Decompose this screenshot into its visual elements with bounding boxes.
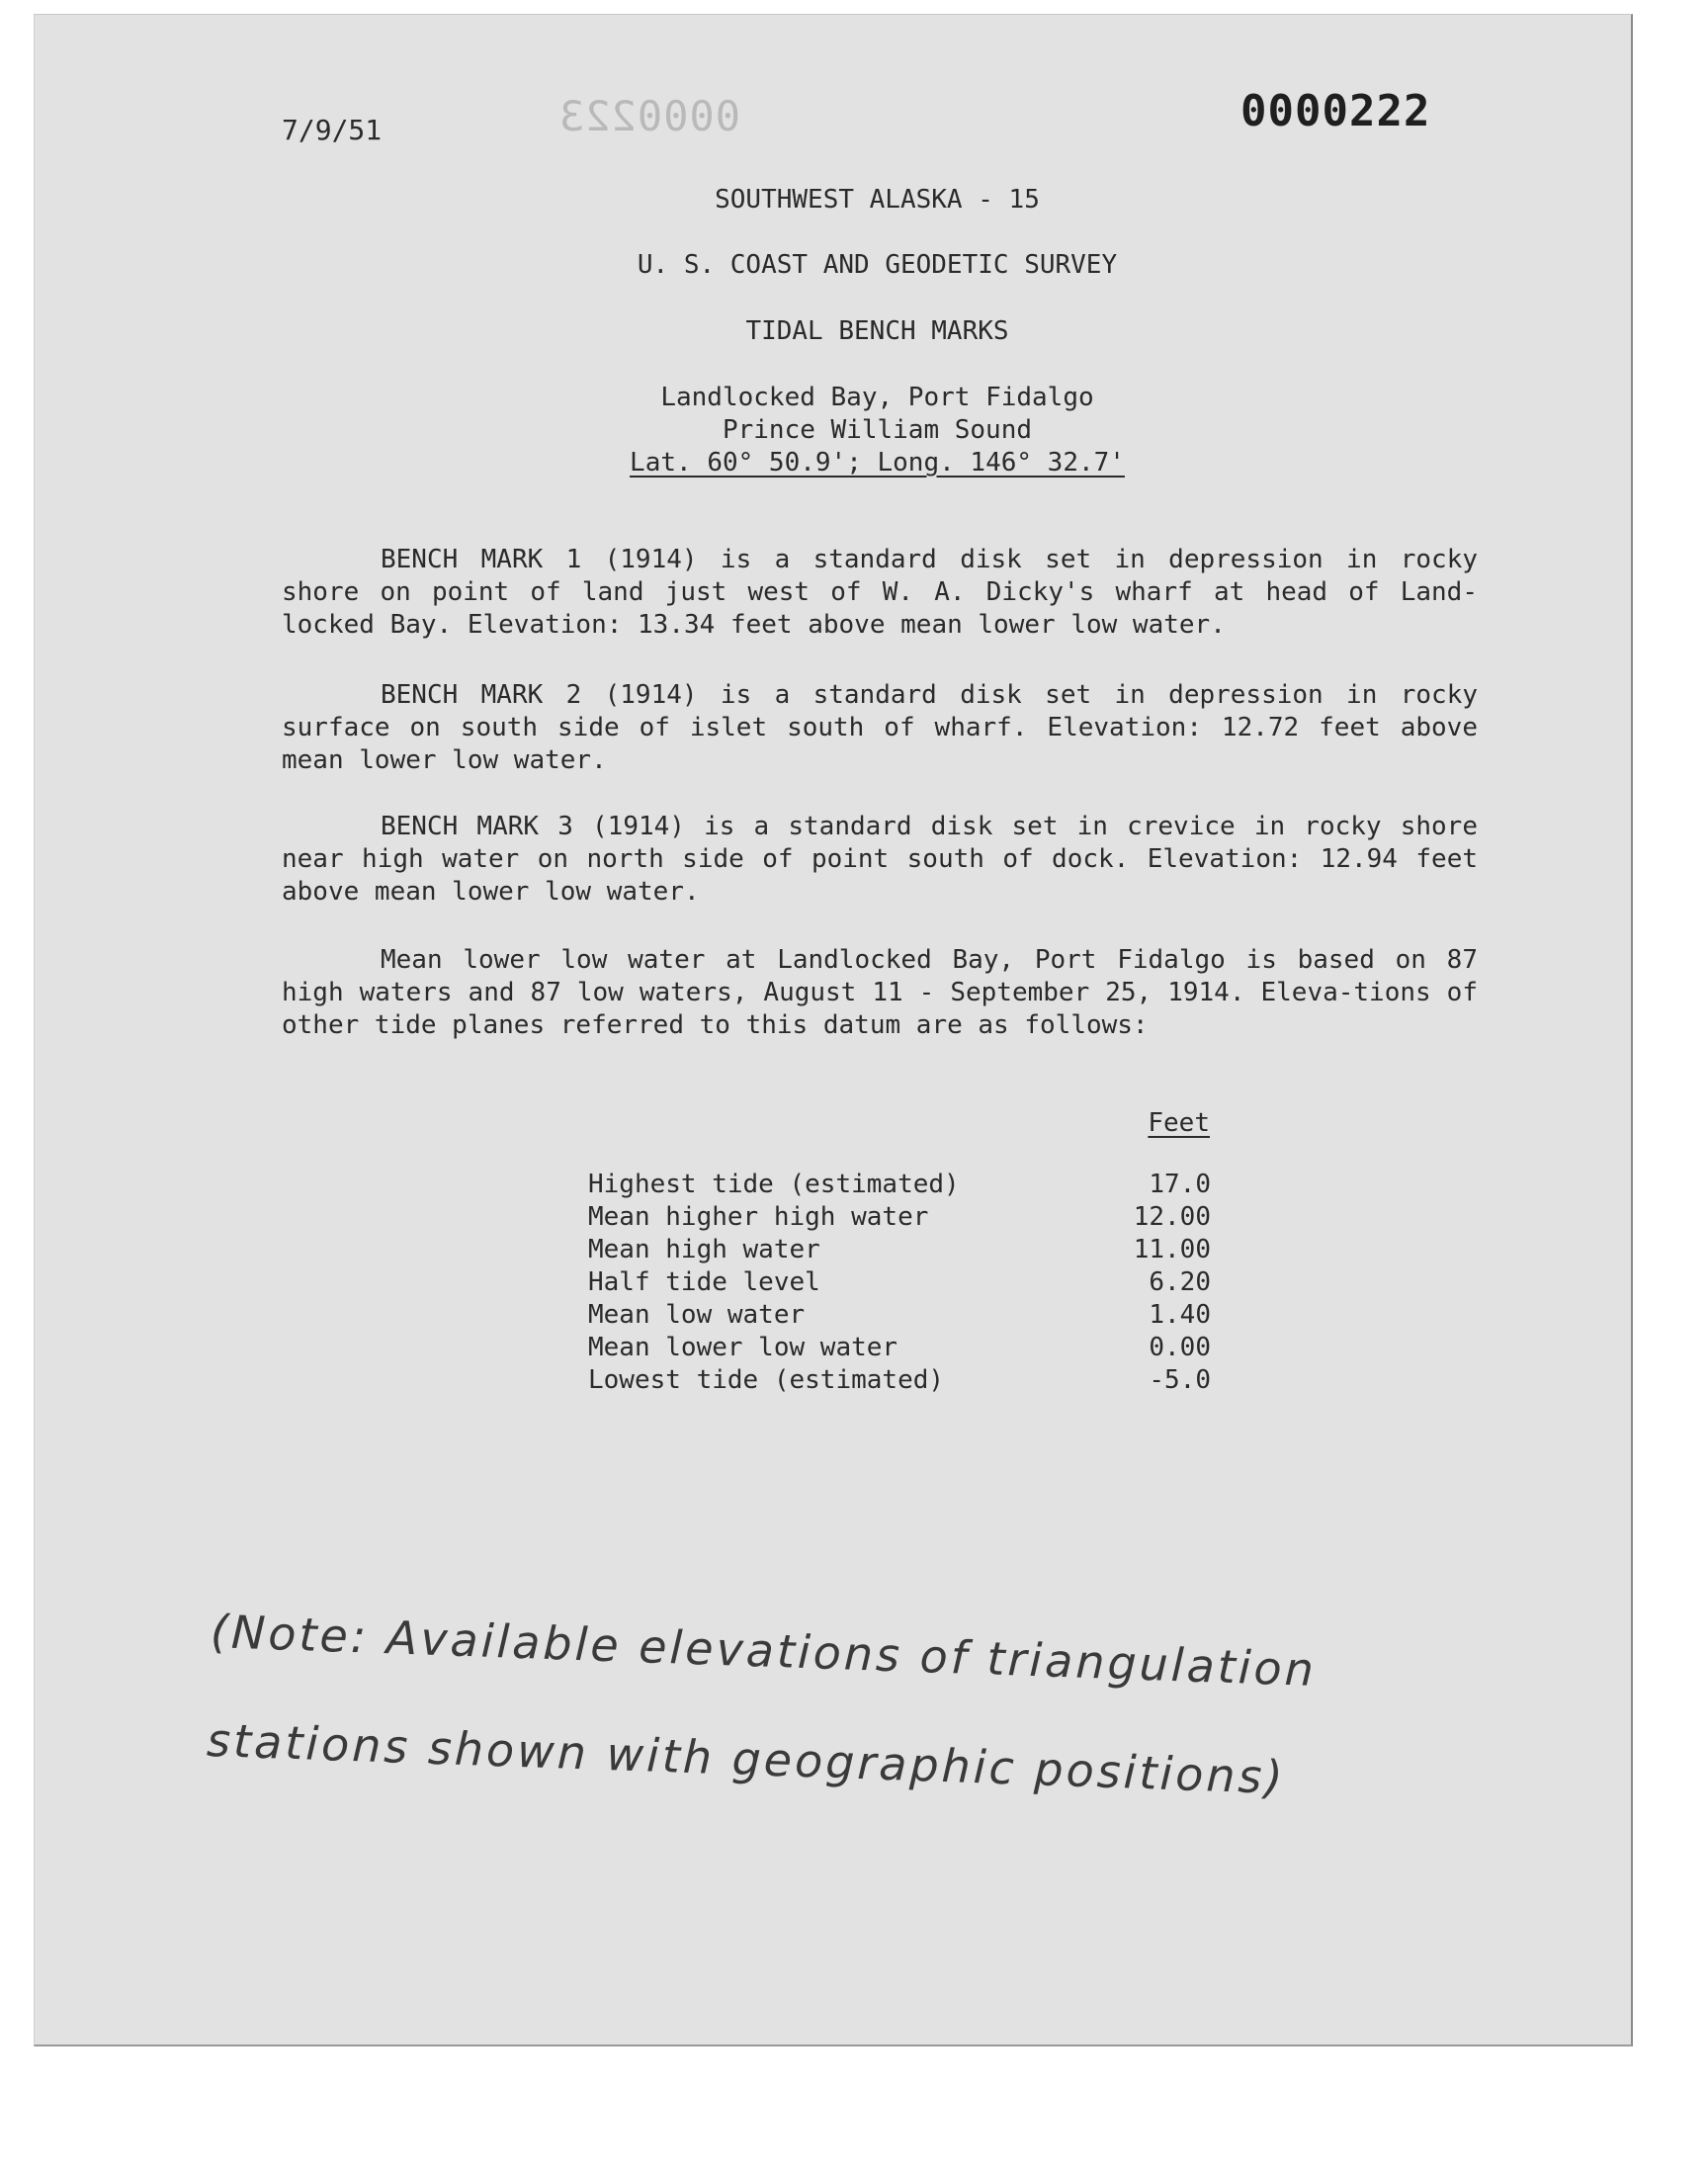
row-label: Mean higher high water	[588, 1202, 929, 1232]
row-value: 1.40	[1149, 1300, 1211, 1330]
paragraph-text: BENCH MARK 2 (1914) is a standard disk set in depression in rocky surface on south side of islet south of wharf. Elevation: 12.72 feet above mean lower low water.	[282, 680, 1478, 775]
row-label: Mean lower low water	[588, 1333, 898, 1362]
row-value: -5.0	[1149, 1365, 1211, 1395]
document-number: 0000222	[1240, 86, 1431, 136]
tide-planes-table	[588, 1107, 1211, 1397]
coordinates-text: Lat. 60° 50.9'; Long. 146° 32.7'	[630, 448, 1125, 478]
table-header-spacer	[588, 1107, 1102, 1169]
row-value: 0.00	[1149, 1333, 1211, 1362]
paragraph-text: BENCH MARK 1 (1914) is a standard disk set in depression in rocky shore on point of land just west of W. A. Dicky's wharf at head of Land-locked Bay. Elevation: 13.34 feet above mean lower low water.	[282, 545, 1478, 640]
row-value: 11.00	[1133, 1235, 1211, 1264]
region-title: SOUTHWEST ALASKA - 15	[715, 185, 1040, 215]
table-row	[588, 1234, 1211, 1266]
paragraph-text: BENCH MARK 3 (1914) is a standard disk set in crevice in rocky shore near high water on north side of point south of dock. Elevation: 12.94 feet above mean lower low water.	[282, 812, 1478, 907]
table-row	[588, 1299, 1211, 1332]
unit-header	[1102, 1107, 1211, 1169]
row-value: 12.00	[1133, 1202, 1211, 1232]
date-stamp: 7/9/51	[282, 114, 383, 146]
table-row	[588, 1364, 1211, 1397]
datum-paragraph	[282, 944, 1478, 1042]
table-row	[588, 1201, 1211, 1234]
handwritten-note: (Note: Available elevations of triangulation stations shown with geographic positions)	[206, 1604, 1318, 1804]
table-row	[588, 1266, 1211, 1299]
document-title: TIDAL BENCH MARKS	[745, 316, 1009, 346]
agency-title: U. S. COAST AND GEODETIC SURVEY	[637, 250, 1118, 280]
bench-mark-3	[282, 811, 1478, 909]
table-row	[588, 1332, 1211, 1364]
paragraph-text: Mean lower low water at Landlocked Bay, Port Fidalgo is based on 87 high waters and 87 low waters, August 11 - September 25, 1914. Eleva-tions of other tide planes referred to this datum are as follows:	[282, 945, 1478, 1040]
row-value: 17.0	[1149, 1170, 1211, 1199]
coordinates	[35, 448, 1708, 478]
location-name: Landlocked Bay, Port Fidalgo	[660, 383, 1094, 412]
row-label: Mean low water	[588, 1300, 806, 1330]
row-label: Highest tide (estimated)	[588, 1170, 960, 1199]
bench-mark-2	[282, 679, 1478, 777]
bleed-through-number: 0000223	[558, 92, 741, 140]
unit-header-text: Feet	[1148, 1108, 1210, 1138]
row-value: 6.20	[1149, 1267, 1211, 1297]
row-label: Lowest tide (estimated)	[588, 1365, 945, 1395]
bench-mark-1	[282, 544, 1478, 642]
table-row	[588, 1169, 1211, 1201]
document-page	[34, 14, 1633, 2046]
row-label: Half tide level	[588, 1267, 820, 1297]
location-region: Prince William Sound	[722, 415, 1033, 445]
row-label: Mean high water	[588, 1235, 820, 1264]
